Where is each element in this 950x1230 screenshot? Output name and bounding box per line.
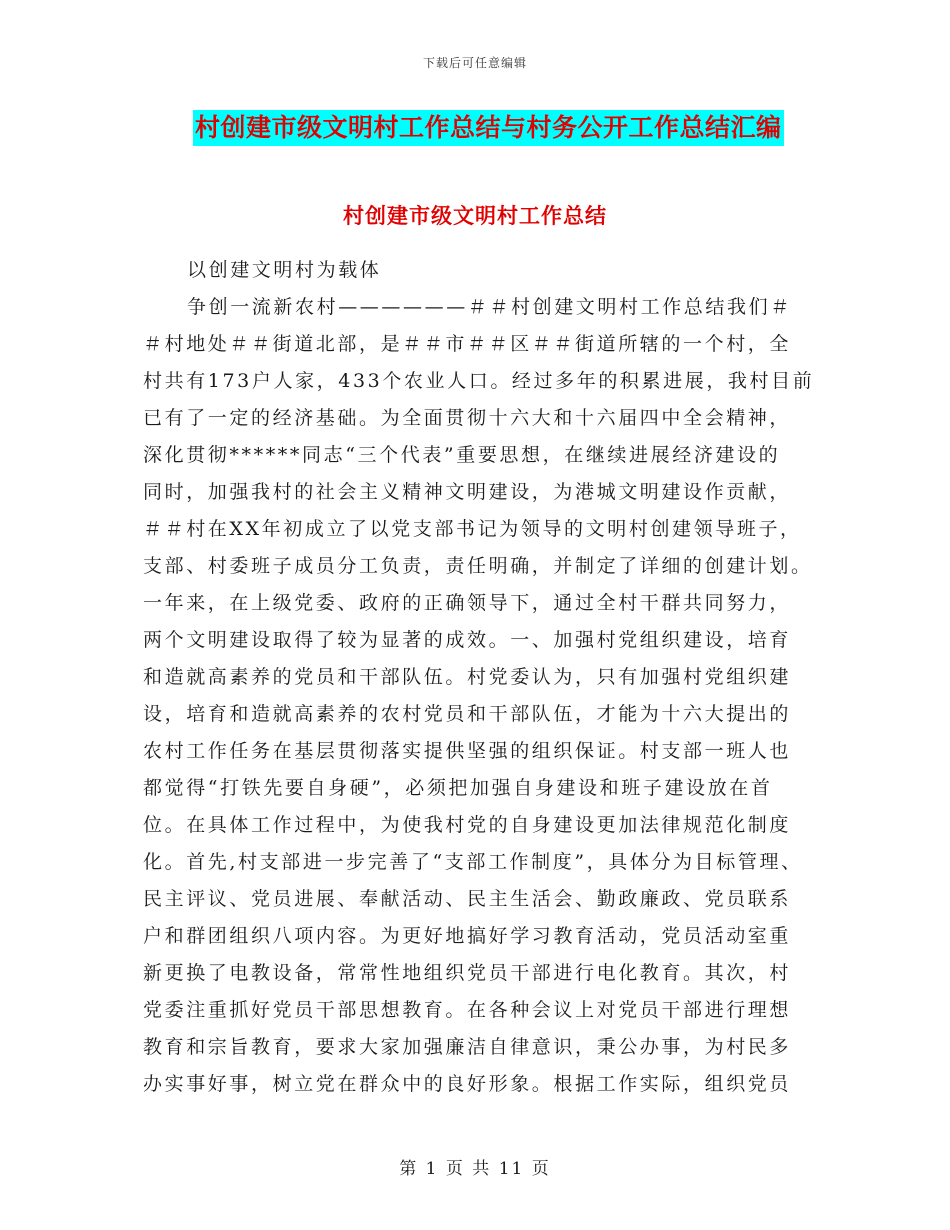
body-line: 党委注重抓好党员干部思想教育。在各种会议上对党员干部进行理想 [143,999,792,1021]
body-line: 和造就高素养的党员和干部队伍。村党委认为，只有加强村党组织建 [143,666,792,688]
body-line: 教育和宗旨教育，要求大家加强廉洁自律意识，秉公办事，为村民多 [143,1036,792,1058]
body-line: 民主评议、党员进展、奉献活动、民主生活会、勤政廉政、党员联系 [143,888,792,910]
body-line: 新更换了电教设备，常常性地组织党员干部进行电化教育。其次，村 [143,962,792,984]
body-line: 户和群团组织八项内容。为更好地搞好学习教育活动，党员活动室重 [143,925,792,947]
sub-title: 村创建市级文明村工作总结 [343,203,607,228]
body-line: 两个文明建设取得了较为显著的成效。一、加强村党组织建设，培育 [143,629,792,651]
body-line: 化。首先,村支部进一步完善了“支部工作制度”，具体分为目标管理、 [143,851,803,873]
body-line: ＃＃村在XX年初成立了以党支部书记为领导的文明村创建领导班子， [143,518,802,540]
body-line: 村共有173户人家，433个农业人口。经过多年的积累进展，我村目前 [143,370,815,392]
body-line: 争创一流新农村——————＃＃村创建文明村工作总结我们＃ [187,296,792,318]
body-line: 设，培育和造就高素养的农村党员和干部队伍，才能为十六大提出的 [143,703,792,725]
body-line: 都觉得“打铁先要自身硬”，必须把加强自身建设和班子建设放在首 [143,777,773,799]
body-line: 办实事好事，树立党在群众中的良好形象。根据工作实际，组织党员 [143,1073,792,1095]
body-line: 一年来，在上级党委、政府的正确领导下，通过全村干群共同努力， [143,592,792,614]
body-line: 农村工作任务在基层贯彻落实提供坚强的组织保证。村支部一班人也 [143,740,792,762]
body-line: ＃村地处＃＃街道北部，是＃＃市＃＃区＃＃街道所辖的一个村，全 [143,333,792,355]
page-number-footer: 第 1 页 共 11 页 [399,1159,551,1179]
body-line: 以创建文明村为载体 [187,259,382,281]
body-line: 位。在具体工作过程中，为使我村党的自身建设更加法律规范化制度 [143,814,792,836]
main-title-container [193,110,803,146]
body-line: 已有了一定的经济基础。为全面贯彻十六大和十六届四中全会精神， [143,407,792,429]
body-line: 支部、村委班子成员分工负责，责任明确，并制定了详细的创建计划。 [143,555,813,577]
main-title: 村创建市级文明村工作总结与村务公开工作总结汇编 [193,110,784,146]
body-line: 同时，加强我村的社会主义精神文明建设，为港城文明建设作贡献， [143,481,792,503]
body-text [143,252,823,1103]
body-line: 深化贯彻******同志“三个代表”重要思想，在继续进展经济建设的 [143,444,781,466]
header-note: 下载后可任意编辑 [422,56,527,70]
